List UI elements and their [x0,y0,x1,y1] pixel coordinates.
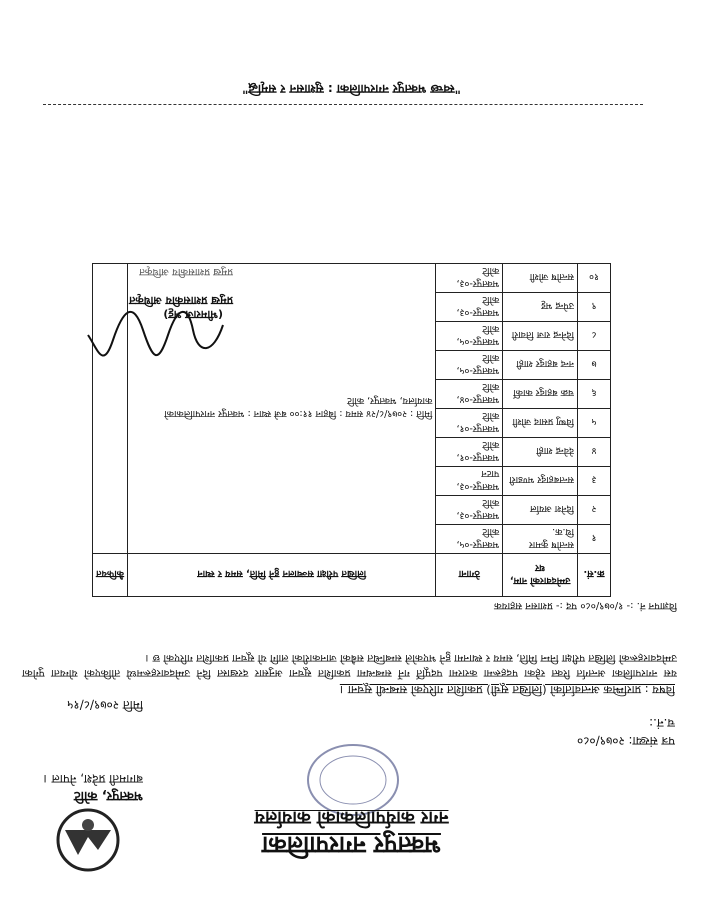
signature-stamp: प्रमुख प्रशासकीय अधिकृत [139,266,233,277]
row-serial: ९ [578,293,611,322]
row-name: चक्र बहादुर कार्की [503,380,578,409]
address-line-1: भक्तपुर, कोटि [74,788,143,803]
table-row [93,525,611,554]
schedule-cell: मिति : २०७९/८/२४ समय : बिहान ११:०० बजे स्थान : भक्तपुर नगरपालिकाको कार्यालय, भक्तपुर, कोटि [128,264,436,554]
signatory-title: प्रमुख प्रशासकीय अधिकृत [129,294,233,307]
dispatch-number: च.नं.: [649,716,675,730]
header-remarks: कैफियत [93,554,128,597]
row-serial: १० [578,264,611,293]
row-address: भक्तपुर-०३, कोटि [436,496,503,525]
row-name: उपेन्द्र भट्ट [503,293,578,322]
footer-slogan: "स्वच्छ भक्तपुर नगरपालिका : सुशासन र समृद्धि" [242,82,461,96]
signatory-name: (भीमराज भट्ट) [163,308,223,321]
row-serial: ५ [578,409,611,438]
header-title: भक्तपुर नगरपालिका [262,831,441,859]
row-name: सन्तबहादुर भण्डारी [503,467,578,496]
row-name: विष्णु प्रसाद जोशी [503,409,578,438]
letter-subject: विषय : प्रारम्भिक अन्तर्वार्ताको (लिखित सूची) प्रकाशित गरिएको सम्बन्धी सूचना । [339,683,675,697]
header-name: उम्मेदवारको नाम, थर [503,554,578,597]
row-address: भक्तपुर-०३, कोटि [436,293,503,322]
header-serial: क्र.सं. [578,554,611,597]
row-name: नन्द बहादुर शाही [503,351,578,380]
row-name: देवेन्द्र शाही [503,438,578,467]
row-serial: १ [578,525,611,554]
row-serial: ६ [578,380,611,409]
row-address: भक्तपुर-०३, कोटि [436,264,503,293]
row-address: भक्तपुर-०४, कोटि [436,380,503,409]
letter-body: यस नगरपालिका अन्तर्गत रिक्त रहेका पदहरूमा करारमा पदपूर्ति गर्ने सम्बन्धमा प्रकाशित सूचना अनुसार दरखास्त दिने उम्मेदवारहरूमध्ये तोकिएको योग्यता पुगेका उम्मेदवारहरूको लिखित परीक्षा निम्न मिति, समय र स्थानमा हुने भएकोले सम्बन्धित सबैको जानकारीको लागि यो सूचना प्रकाशित गरिएको छ । [22,652,677,679]
header-schedule: लिखित परीक्षा सञ्चालन हुने मिति, समय र स्थान [128,554,436,597]
row-serial: ७ [578,351,611,380]
letter-date: मिति २०७९/८/१५ [67,698,143,712]
notice-reference: विज्ञापन नं. :- १/०७९/०८० पद :- प्रशासन सहायक [494,600,677,611]
row-name: दिनेन्द्र राज तिवारी [503,322,578,351]
row-name: दिनेश अर्याल [503,496,578,525]
footer-divider [43,104,643,105]
row-address: भक्तपुर-०३, पाटन [436,467,503,496]
row-serial: ३ [578,467,611,496]
address-line-2: बागमती प्रदेश, नेपाल । [43,772,143,786]
row-address: भक्तपुर-०५, कोटि [436,525,503,554]
table-header-row [93,554,611,597]
header-address: ठेगाना [436,554,503,597]
row-serial: ४ [578,438,611,467]
letter-number: पत्र संख्या: २०७९/०८० [576,734,675,748]
row-address: भक्तपुर-०५, कोटि [436,351,503,380]
row-serial: २ [578,496,611,525]
header-subtitle: नगर कार्यपालिकाको कार्यालय [254,807,449,828]
row-name: सन्तोष कुमार थि.क. [503,525,578,554]
row-address: भक्तपुर-०१, कोटि [436,438,503,467]
row-address: भक्तपुर-०१, कोटि [436,409,503,438]
row-name: सन्तोष जोशी [503,264,578,293]
row-address: भक्तपुर-०५, कोटि [436,322,503,351]
row-serial: ८ [578,322,611,351]
